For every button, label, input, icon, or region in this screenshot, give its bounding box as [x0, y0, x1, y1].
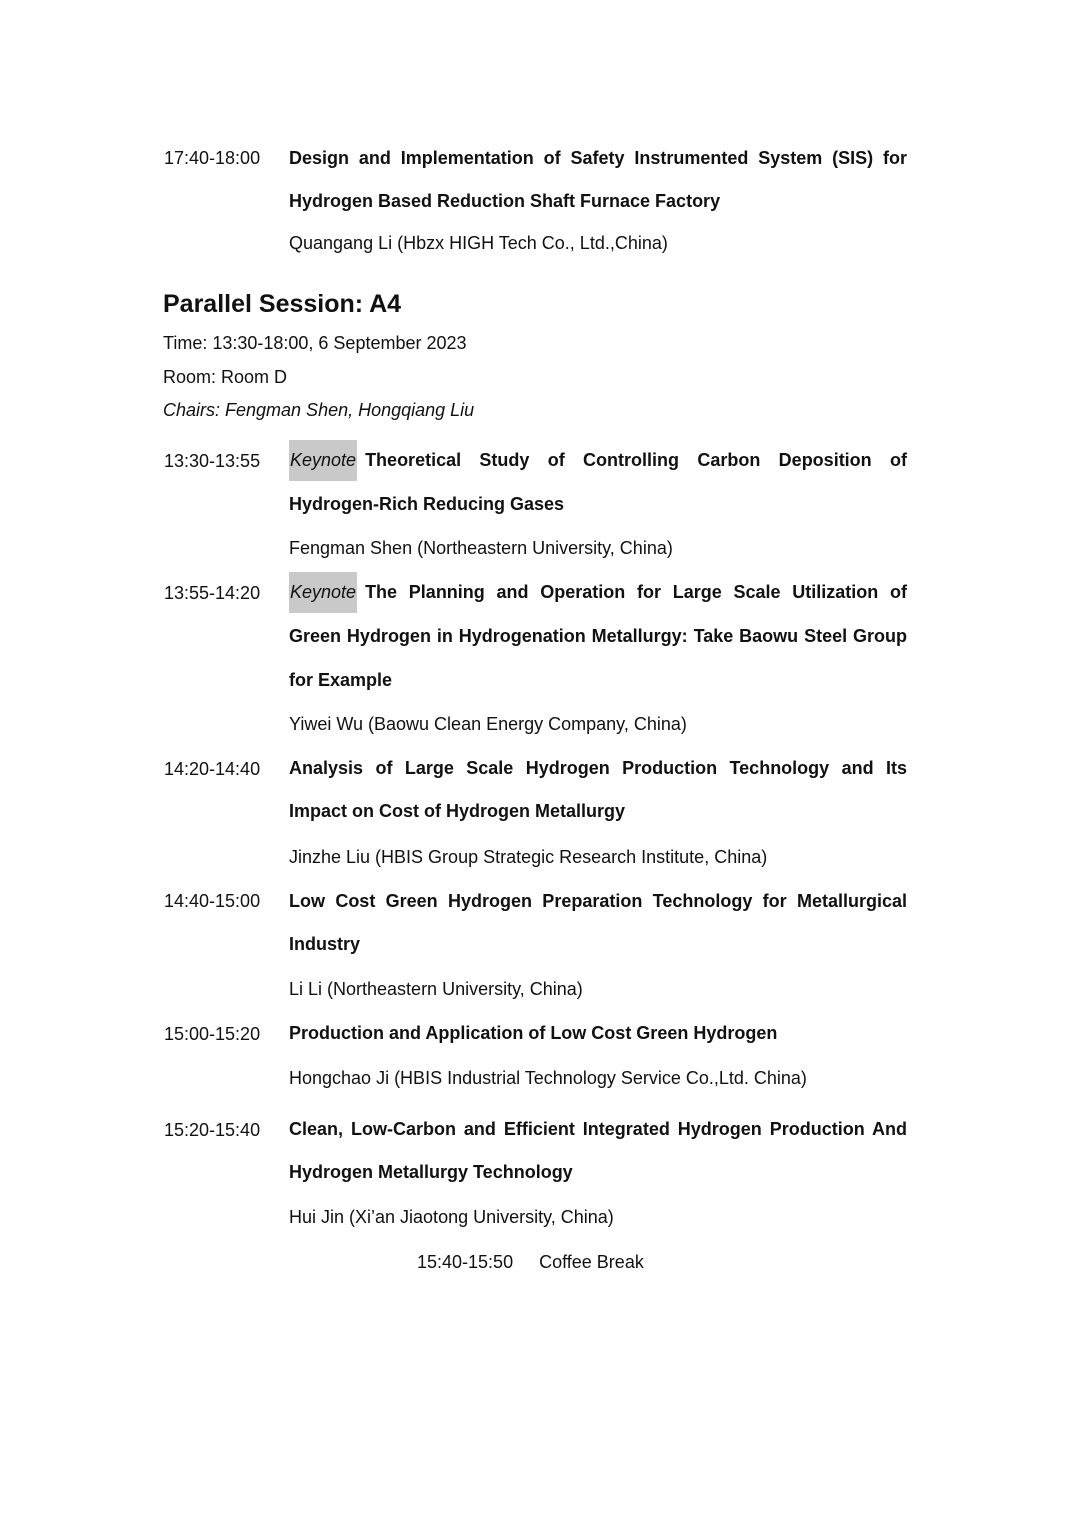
keynote-tag: Keynote	[289, 440, 357, 481]
talk-speaker: Li Li (Northeastern University, China)	[289, 979, 583, 999]
talk-speaker: Hui Jin (Xi’an Jiaotong University, China)	[289, 1207, 614, 1227]
talk-time: 15:20-15:40	[164, 1120, 261, 1140]
talk-speaker: Quangang Li (Hbzx HIGH Tech Co., Ltd.,China)	[289, 233, 668, 253]
talk-time: 13:55-14:20	[164, 583, 261, 603]
talk-time: 17:40-18:00	[164, 148, 261, 168]
talk-speaker: Fengman Shen (Northeastern University, China)	[289, 538, 673, 558]
session-chairs: Chairs: Fengman Shen, Hongqiang Liu	[163, 400, 475, 420]
keynote-tag: Keynote	[289, 572, 357, 613]
coffee-break-time: 15:40-15:50	[417, 1252, 514, 1272]
coffee-break	[417, 1251, 644, 1273]
talk-title	[289, 570, 907, 702]
talk-time: 15:00-15:20	[164, 1024, 261, 1044]
session-time: Time: 13:30-18:00, 6 September 2023	[163, 333, 467, 353]
session-heading: Parallel Session: A4	[163, 290, 402, 318]
talk-title: Design and Implementation of Safety Instrumented System (SIS) for Hydrogen Based Reduction Shaft Furnace Factory	[289, 148, 907, 211]
talk-title: Production and Application of Low Cost Green Hydrogen	[289, 1023, 778, 1043]
talk-time: 14:20-14:40	[164, 759, 261, 779]
talk-title: Clean, Low-Carbon and Efficient Integrated Hydrogen Production And Hydrogen Metallurgy Technology	[289, 1119, 907, 1182]
coffee-break-label: Coffee Break	[539, 1252, 644, 1272]
talk-speaker: Yiwei Wu (Baowu Clean Energy Company, China)	[289, 714, 687, 734]
session-room: Room: Room D	[163, 367, 288, 387]
talk-speaker: Jinzhe Liu (HBIS Group Strategic Research Institute, China)	[289, 847, 768, 867]
talk-title: Low Cost Green Hydrogen Preparation Technology for Metallurgical Industry	[289, 891, 907, 954]
talk-title: Analysis of Large Scale Hydrogen Production Technology and Its Impact on Cost of Hydrogen Metallurgy	[289, 758, 907, 821]
talk-title-text: The Planning and Operation for Large Scale Utilization of Green Hydrogen in Hydrogenation Metallurgy: Take Baowu Steel Group for Example	[289, 582, 907, 690]
talk-speaker: Hongchao Ji (HBIS Industrial Technology Service Co.,Ltd. China)	[289, 1068, 807, 1088]
talk-time: 13:30-13:55	[164, 451, 261, 471]
talk-title-text: Theoretical Study of Controlling Carbon Deposition of Hydrogen-Rich Reducing Gases	[289, 450, 907, 514]
talk-title	[289, 438, 907, 526]
talk-time: 14:40-15:00	[164, 891, 261, 911]
